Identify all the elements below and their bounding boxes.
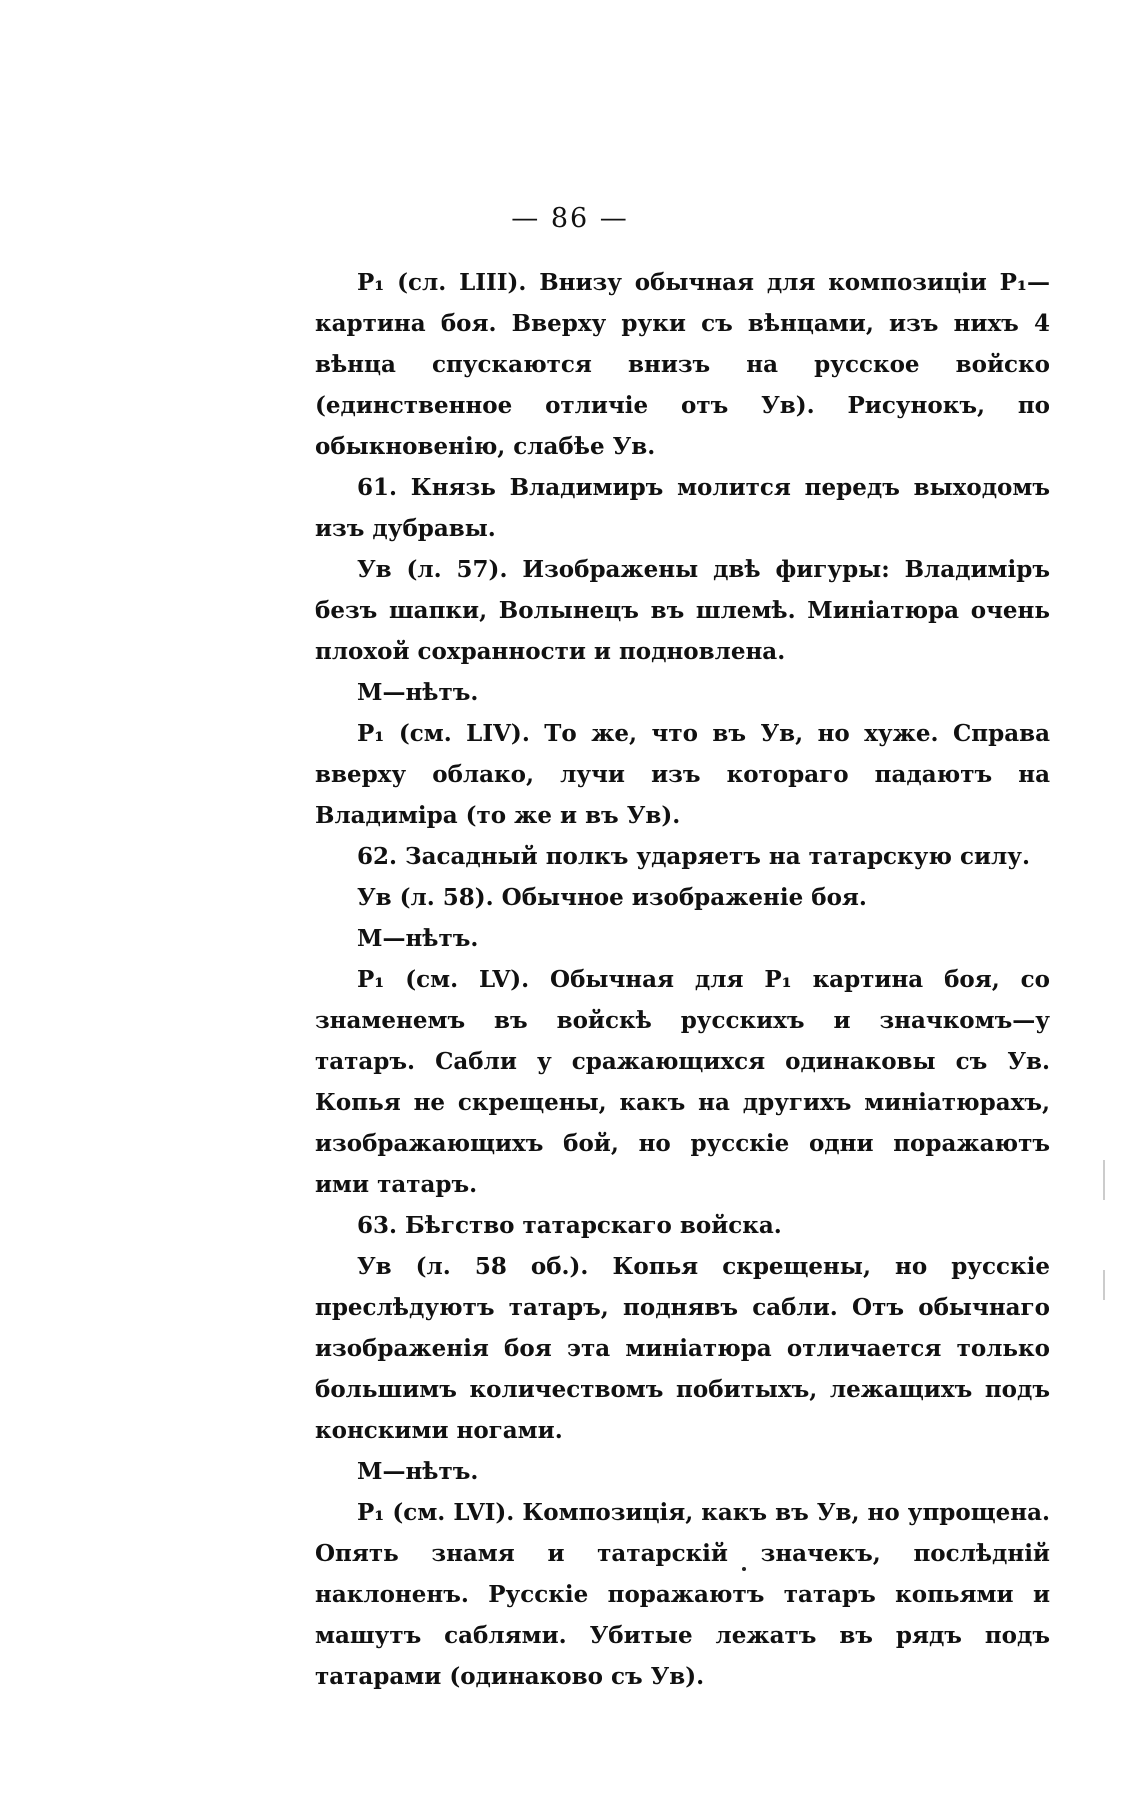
section-heading-63: 63. Бѣгство татарскаго войска.	[357, 1212, 782, 1239]
paragraph-uv-57: Ув (л. 57). Изображены двѣ фигуры: Владиміръ безъ шапки, Волынецъ въ шлемѣ. Миніатюра очень плохой сохранности и подновлена.	[315, 556, 1050, 665]
paragraph-uv-58-ob: Ув (л. 58 об.). Копья скрещены, но русскіе преслѣдуютъ татаръ, поднявъ сабли. Отъ обычнаго изображенія боя эта миніатюра отличается только большимъ количествомъ побитыхъ, лежащихъ подъ конскими ногами.	[315, 1253, 1050, 1444]
paragraph-p1-lv: P₁ (см. LV). Обычная для P₁ картина боя, со знаменемъ въ войскѣ русскихъ и значкомъ—у татаръ. Сабли у сражающихся одинаковы съ Ув. Копья не скрещены, какъ на другихъ миніатюрахъ, изображающихъ бой, но русскіе одни поражаютъ ими татаръ.	[315, 966, 1050, 1198]
body-text	[315, 262, 1050, 1697]
section-heading-61: 61. Князь Владимиръ молится передъ выходомъ изъ дубравы.	[315, 474, 1050, 542]
paragraph-m-none-2: М—нѣтъ.	[357, 925, 479, 952]
paragraph-m-none-1: М—нѣтъ.	[357, 679, 479, 706]
paragraph-p1-lvi: P₁ (см. LVI). Композиція, какъ въ Ув, но упрощена. Опять знамя и татарскій значекъ, послѣдній наклоненъ. Русскіе поражаютъ татаръ копьями и машутъ саблями. Убитые лежатъ въ рядъ подъ татарами (одинаково съ Ув).	[315, 1499, 1050, 1690]
paragraph-p1-liv: P₁ (см. LIV). То же, что въ Ув, но хуже. Справа вверху облако, лучи изъ котораго падаютъ на Владиміра (то же и въ Ув).	[315, 720, 1050, 829]
page-number: — 86 —	[511, 203, 629, 234]
scan-edge-mark	[1103, 1160, 1105, 1200]
paragraph-m-none-3: М—нѣтъ.	[357, 1458, 479, 1485]
section-heading-62: 62. Засадный полкъ ударяетъ на татарскую силу.	[357, 843, 1030, 870]
paragraph-uv-58: Ув (л. 58). Обычное изображеніе боя.	[357, 884, 867, 911]
ink-speck	[742, 1567, 746, 1571]
paragraph-p1-liii: P₁ (сл. LIII). Внизу обычная для композиціи P₁—картина боя. Вверху руки съ вѣнцами, изъ нихъ 4 вѣнца спускаются внизъ на русское войско (единственное отличіе отъ Ув). Рисунокъ, по обыкновенію, слабѣе Ув.	[315, 269, 1050, 460]
scan-edge-mark	[1103, 1270, 1105, 1300]
